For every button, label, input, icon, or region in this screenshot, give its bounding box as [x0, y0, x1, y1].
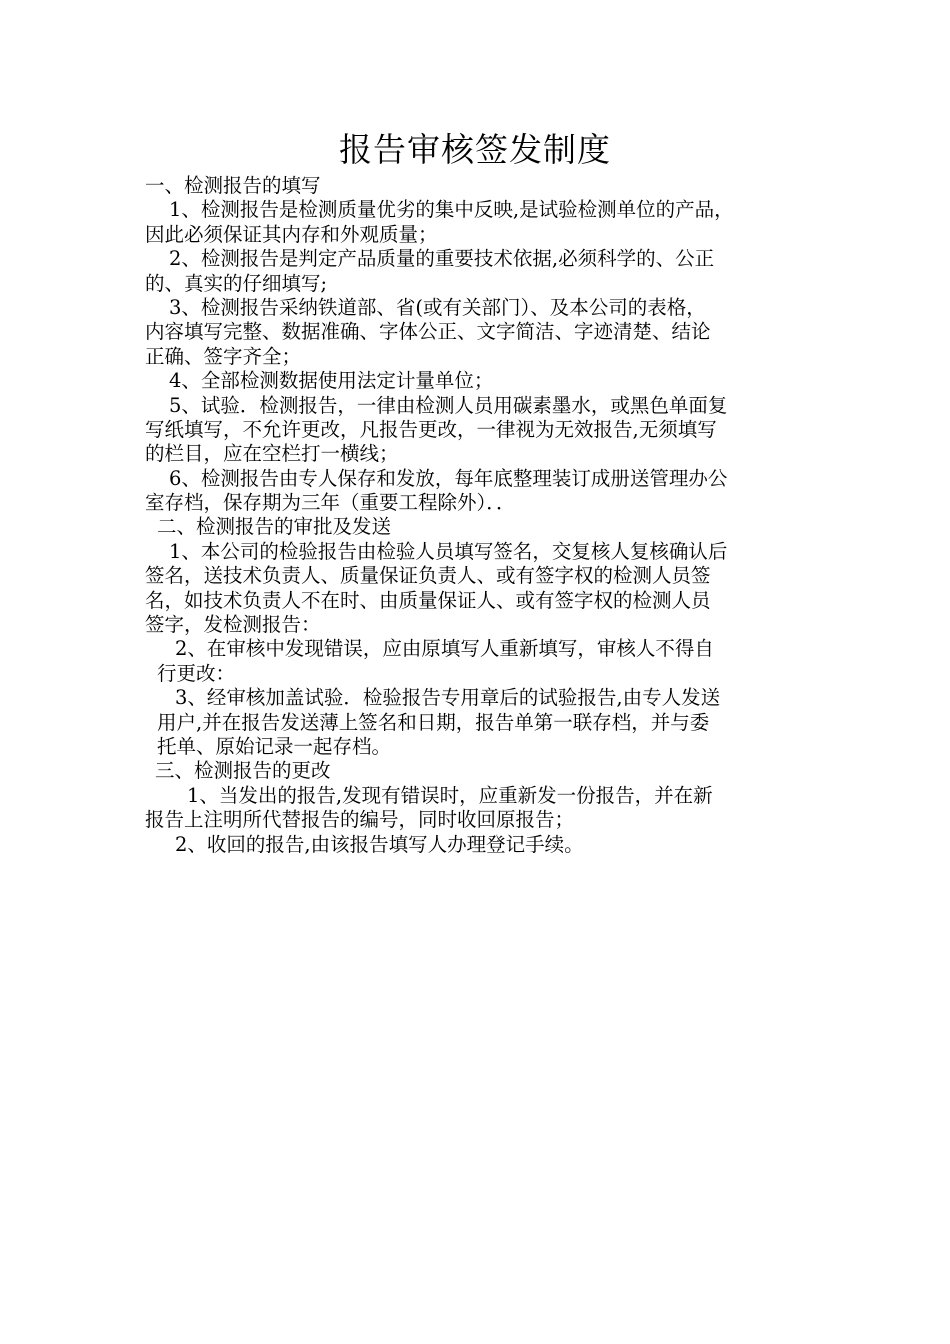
paragraph-line: 5、试验．检测报告，一律由检测人员用碳素墨水，或黑色单面复 — [169, 393, 728, 417]
paragraph-line: 1、当发出的报告,发现有错误时，应重新发一份报告，并在新 — [187, 783, 713, 807]
paragraph-line: 内容填写完整、数据准确、字体公正、文字简洁、字迹清楚、结论 — [145, 320, 711, 344]
paragraph-line: 1、检测报告是检测质量优劣的集中反映,是试验检测单位的产品， — [169, 198, 734, 222]
paragraph-line: 室存档，保存期为三年（重要工程除外）．． — [145, 491, 516, 515]
paragraph-line: 写纸填写，不允许更改，凡报告更改，一律视为无效报告,无须填写 — [145, 417, 717, 441]
page-title: 报告审核签发制度 — [339, 130, 611, 169]
section-heading: 一、检测报告的填写 — [145, 174, 321, 197]
section-heading: 三、检测报告的更改 — [155, 759, 331, 783]
paragraph-line: 报告上注明所代替报告的编号，同时收回原报告； — [145, 808, 575, 832]
paragraph-line: 签字，发检测报告： — [145, 613, 321, 637]
paragraph-line: 行更改： — [157, 661, 236, 685]
paragraph-line: 4、全部检测数据使用法定计量单位； — [169, 369, 494, 393]
paragraph-line: 2、检测报告是判定产品质量的重要技术依据,必须科学的、公正 — [169, 247, 715, 271]
document-body — [145, 174, 815, 857]
paragraph-line: 1、本公司的检验报告由检验人员填写签名，交复核人复核确认后 — [169, 539, 728, 563]
section-heading: 二、检测报告的审批及发送 — [157, 515, 392, 539]
paragraph-line: 2、收回的报告,由该报告填写人办理登记手续。 — [175, 832, 584, 856]
paragraph-line: 正确、签字齐全； — [145, 344, 302, 368]
paragraph-line: 名，如技术负责人不在时、由质量保证人、或有签字权的检测人员 — [145, 588, 711, 612]
paragraph-line: 因此必须保证其内存和外观质量； — [145, 222, 438, 246]
paragraph-line: 3、经审核加盖试验．检验报告专用章后的试验报告,由专人发送 — [175, 686, 721, 710]
paragraph-line: 签名，送技术负责人、质量保证负责人、或有签字权的检测人员签 — [145, 564, 711, 588]
paragraph-line: 用户,并在报告发送薄上签名和日期，报告单第一联存档，并与委 — [157, 710, 710, 734]
paragraph-line: 的栏目，应在空栏打一横线； — [145, 442, 399, 466]
paragraph-line: 2、在审核中发现错误，应由原填写人重新填写，审核人不得自 — [175, 637, 714, 661]
paragraph-line: 托单、原始记录一起存档。 — [157, 734, 392, 758]
paragraph-line: 6、检测报告由专人保存和发放，每年底整理装订成册送管理办公 — [169, 466, 728, 490]
paragraph-line: 3、检测报告采纳铁道部、省(或有关部门）、及本公司的表格， — [169, 295, 706, 319]
paragraph-line: 的、真实的仔细填写; — [145, 271, 328, 295]
